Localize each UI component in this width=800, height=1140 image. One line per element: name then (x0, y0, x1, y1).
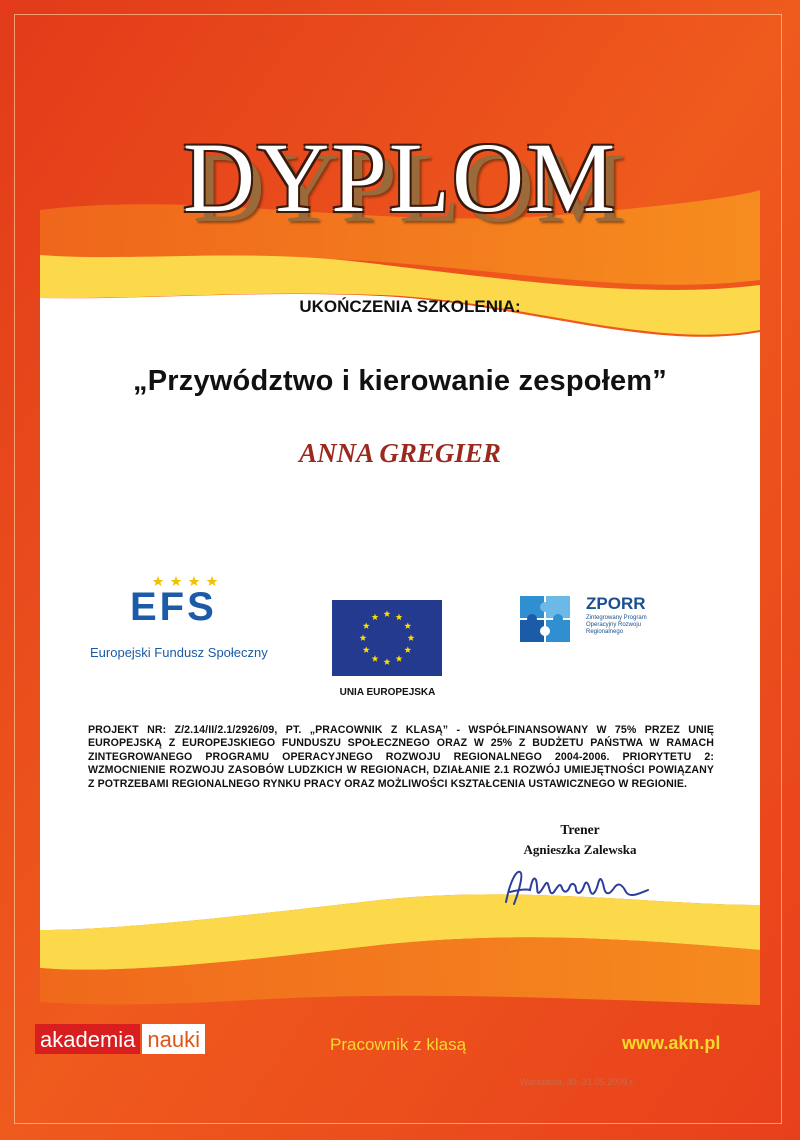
brand-part-akademia: akademia (35, 1024, 140, 1054)
diploma-subtitle: UKOŃCZENIA SZKOLENIA: (299, 297, 521, 316)
project-description: PROJEKT NR: Z/2.14/II/2.1/2926/09, PT. „PRACOWNIK Z KLASĄ” - WSPÓŁFINANSOWANY W 75% PRZEZ UNIĘ EUROPEJSKĄ Z EUROPEJSKIEGO FUNDUSZU SPOŁECZNEGO ORAZ W 25% Z BUDŻETU PAŃSTWA W RAMACH ZINTEGROWANEGO PROGRAMU OPERACYJNEGO ROZWOJU REGIONALNEGO 2004-2006. PRIORYTETU 2: WZMOCNIENIE ROZWOJU ZASOBÓW LUDZKICH W REGIONACH, DZIAŁANIE 2.1 ROZWÓJ UMIEJĘTNOŚCI POWIĄZANY Z POTRZEBAMI REGIONALNEGO RYNKU PRACY ORAZ MOŻLIWOŚCI KSZTAŁCENIA USTAWICZNEGO W REGIONIE. (88, 724, 714, 790)
efs-caption: Europejski Fundusz Społeczny (90, 645, 268, 660)
eu-caption: UNIA EUROPEJSKA (339, 687, 436, 698)
efs-wordmark: EFS (130, 585, 217, 629)
efs-logo (90, 575, 268, 665)
zporr-subtitle: Zintegrowany Program Operacyjny Rozwoju Regionalnego (586, 615, 647, 635)
diploma-title: DYPLOM (182, 122, 618, 233)
brand-part-nauki: nauki (142, 1024, 205, 1054)
footer-website: www.akn.pl (622, 1033, 721, 1053)
zporr-puzzle-icon (516, 592, 576, 648)
course-name: „Przywództwo i kierowanie zespołem” (133, 365, 667, 397)
zporr-wordmark: ZPORR (586, 594, 646, 613)
zporr-logo (516, 592, 666, 652)
footer-slogan: Pracownik z klasą (330, 1035, 467, 1054)
trainer-signature (498, 862, 658, 912)
eu-flag-icon (332, 600, 442, 676)
akademia-nauki-logo (35, 1024, 205, 1054)
trainer-label: Trener (560, 822, 600, 837)
issue-date: Warszawa, 30.-31.05.2009 r. (520, 1077, 635, 1087)
recipient-name: ANNA GREGIER (299, 438, 501, 468)
trainer-name: Agnieszka Zalewska (523, 842, 637, 857)
